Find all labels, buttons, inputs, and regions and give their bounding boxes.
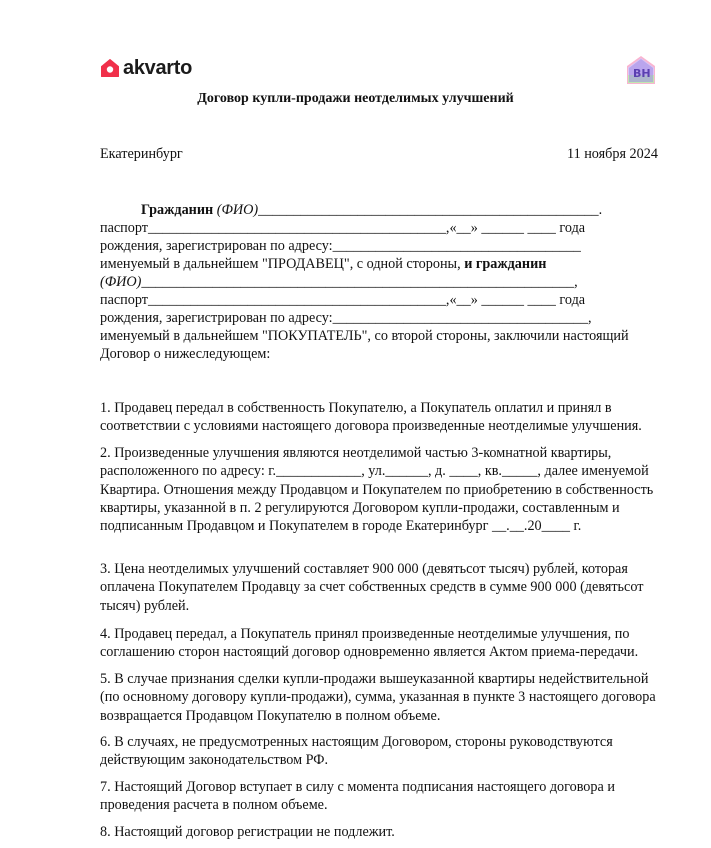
seller-named-line bbox=[100, 255, 546, 273]
seller-line bbox=[141, 201, 602, 219]
document-title: Договор купли-продажи неотделимых улучшений bbox=[197, 91, 514, 106]
seller-passport-line: паспорт__________________________________________,«__» ______ ____ года bbox=[100, 220, 586, 236]
buyer-label: и гражданин bbox=[464, 256, 547, 272]
clause-7: 7. Настоящий Договор вступает в силу с момента подписания настоящего договора и проведения расчета в полном объеме. bbox=[100, 779, 615, 814]
logo-text: akvarto bbox=[123, 57, 193, 79]
buyer-address-label: рождения, зарегистрирован по адресу: bbox=[100, 310, 333, 326]
buyer-passport-line: паспорт__________________________________________,«__» ______ ____ года bbox=[100, 292, 586, 308]
bh-badge-icon bbox=[626, 55, 656, 90]
seller-address-label: рождения, зарегистрирован по адресу: bbox=[100, 238, 333, 254]
clause-8: 8. Настоящий договор регистрации не подлежит. bbox=[100, 824, 395, 840]
clause-3: 3. Цена неотделимых улучшений составляет 900 000 (девятьсот тысяч) рублей, которая оплачена Покупателем Продавцу за счет собственных средств в сумме 900 000 (девятьсот тысяч) рублей. bbox=[100, 561, 644, 614]
buyer-address-blank: ____________________________________, bbox=[332, 310, 592, 326]
seller-address-line bbox=[100, 237, 581, 255]
city: Екатеринбург bbox=[100, 146, 183, 162]
clause-2: 2. Произведенные улучшения являются неотделимой частью 3-комнатной квартиры, расположенного по адресу: г.____________, ул.______, д. ____, кв._____, далее именуемой Квартира. Отношения между Продавцом и Покупателем по приобретению в собственность квартиры, указанной в п. 2 регулируются Договором купли-продажи, составленным и подписанным Продавцом и Покупателем в городе Екатеринбург __.__.20____ г. bbox=[100, 445, 654, 535]
clause-1: 1. Продавец передал в собственность Покупателю, а Покупатель оплатил и принял в соответствии с условиями настоящего договора произведенные неотделимые улучшения. bbox=[100, 400, 642, 435]
clause-6: 6. В случаях, не предусмотренных настоящим Договором, стороны руководствуются действующим законодательством РФ. bbox=[100, 734, 613, 769]
seller-label: Гражданин bbox=[141, 202, 214, 218]
buyer-named-line: именуемый в дальнейшем "ПОКУПАТЕЛЬ", со второй стороны, заключили настоящий bbox=[100, 328, 629, 344]
akvarto-logo bbox=[100, 58, 192, 78]
seller-fio-blank: ________________________________________________. bbox=[258, 202, 603, 218]
buyer-fio-line bbox=[100, 273, 578, 291]
agreement-intro: Договор о нижеследующем: bbox=[100, 346, 271, 362]
seller-fio: (ФИО) bbox=[216, 202, 259, 218]
seller-named-text: именуемый в дальнейшем "ПРОДАВЕЦ", с одной стороны, bbox=[100, 256, 461, 272]
buyer-fio-blank: _____________________________________________________________, bbox=[141, 274, 578, 290]
akvarto-house-icon bbox=[100, 58, 120, 78]
clause-5: 5. В случае признания сделки купли-продажи вышеуказанной квартиры недействительной (по основному договору купли-продажи), сумма, указанная в пункте 3 настоящего договора возвращается Продавцом Покупателю в полном объеме. bbox=[100, 671, 656, 724]
date: 11 ноября 2024 bbox=[567, 146, 658, 162]
clause-4: 4. Продавец передал, а Покупатель принял произведенные неотделимые улучшения, по соглашению сторон настоящий договор одновременно является Актом приема-передачи. bbox=[100, 626, 639, 661]
seller-address-blank: ___________________________________ bbox=[332, 238, 581, 254]
buyer-fio: (ФИО) bbox=[100, 274, 142, 290]
buyer-address-line bbox=[100, 309, 592, 327]
bh-badge-text: BH bbox=[633, 67, 651, 80]
